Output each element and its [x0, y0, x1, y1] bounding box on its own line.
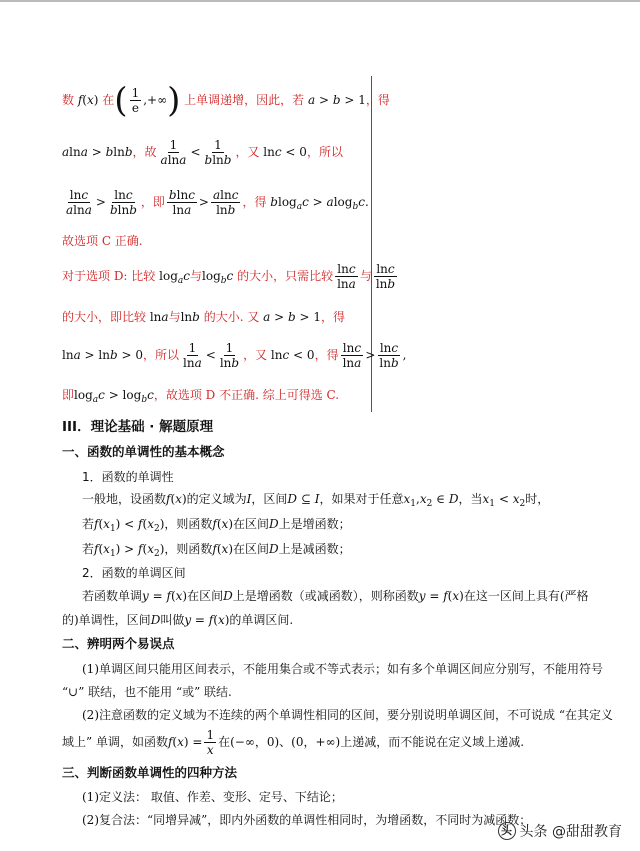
heading-basic-concept: 一、函数的单调性的基本概念	[62, 444, 225, 459]
definition-line-1: 一般地，设函数f(x)的定义域为I，区间D ⊆ I，如果对于任意$x_1,x_2$ ∈ D，当$x_1 < x_2$时，	[82, 492, 550, 509]
heading-four-methods: 三、判断函数单调性的四种方法	[62, 765, 238, 780]
solution-line-3: $\frac{\ln c}{alna}$ > $\frac{\ln c}{blnb}$ ，即 $\frac{blnc}{\ln a}$ > $\frac{alnc}{\ln b}$ ，得 blog$_a$c > alog$_b$c.	[66, 188, 369, 217]
method-composite: (2)复合法：“同增异减”，即内外函数的单调性相同时，为增函数，不同时为减函数；	[82, 813, 532, 827]
misconception-1-line-1: (1)单调区间只能用区间表示，不能用集合或不等式表示；如有多个单调区间应分别写，不能用符号	[82, 662, 604, 676]
solution-line-1: 数 f(x) 在( $\frac{1}{e}$ ,+∞) 上单调递增，因此，若 a > b > 1，得	[62, 80, 390, 121]
misconception-2-line-1: (2)注意函数的定义域为不连续的两个单调性相同的区间，要分别说明单调区间，不可说成 “在其定义	[82, 708, 613, 722]
heading-misconceptions: 二、辨明两个易误点	[62, 636, 175, 651]
solution-line-7: lna > lnb > 0，所以 $\frac{1}{\ln a}$ < $\frac{1}{\ln b}$ ，又 lnc < 0，得 $\frac{\ln c}{\ln a}$ > $\frac{\ln c}{\ln b}$ ,	[62, 341, 407, 370]
definition-decreasing: 若$f(x_1) > f(x_2)$，则函数f(x)在区间D上是减函数；	[82, 542, 351, 559]
misconception-1-line-2: “∪” 联结，也不能用 “或” 联结.	[62, 685, 232, 699]
subheading-monotonicity: 1．函数的单调性	[82, 470, 174, 484]
solution-line-5: 对于选项 D: 比较 $\log_ac$与$\log_bc$ 的大小，只需比较 $\frac{\ln c}{\ln a}$ 与 $\frac{\ln c}{\ln b}$	[62, 262, 396, 291]
top-border	[0, 0, 640, 2]
method-definition: (1)定义法： 取值、作差、变形、定号、下结论；	[82, 790, 343, 804]
solution-line-4: 故选项 C 正确.	[62, 234, 143, 248]
section-title: III．理论基础 · 解题原理	[62, 419, 214, 435]
interval-line-1: 若函数单调y = f(x)在区间D上是增函数（或减函数），则称函数y = f(x)在这一区间上具有(严格	[82, 589, 589, 603]
toutiao-logo-icon: 头	[498, 822, 516, 840]
solution-line-2: alna > blnb，故 $\frac{1}{alna}$ < $\frac{1}{blnb}$ ，又 lnc < 0，所以	[62, 138, 343, 167]
watermark: 头 头条 @甜甜教育	[498, 821, 622, 841]
misconception-2-line-2: 域上” 单调，如函数f(x) = $\frac{1}{x}$ 在(−∞，0)、(0，+∞)上递减，而不能说在定义域上递减.	[62, 728, 525, 757]
solution-line-8: 即$\log_ac > \log_bc$，故选项 D 不正确. 综上可得选 C.	[62, 388, 340, 405]
definition-increasing: 若$f(x_1) < f(x_2)$，则函数f(x)在区间D上是增函数；	[82, 517, 351, 534]
subheading-monotonic-interval: 2．函数的单调区间	[82, 566, 186, 580]
solution-line-6: 的大小，即比较 lna与lnb 的大小. 又 a > b > 1，得	[62, 310, 346, 324]
interval-line-2: 的)单调性，区间D叫做y = f(x)的单调区间.	[62, 613, 294, 627]
